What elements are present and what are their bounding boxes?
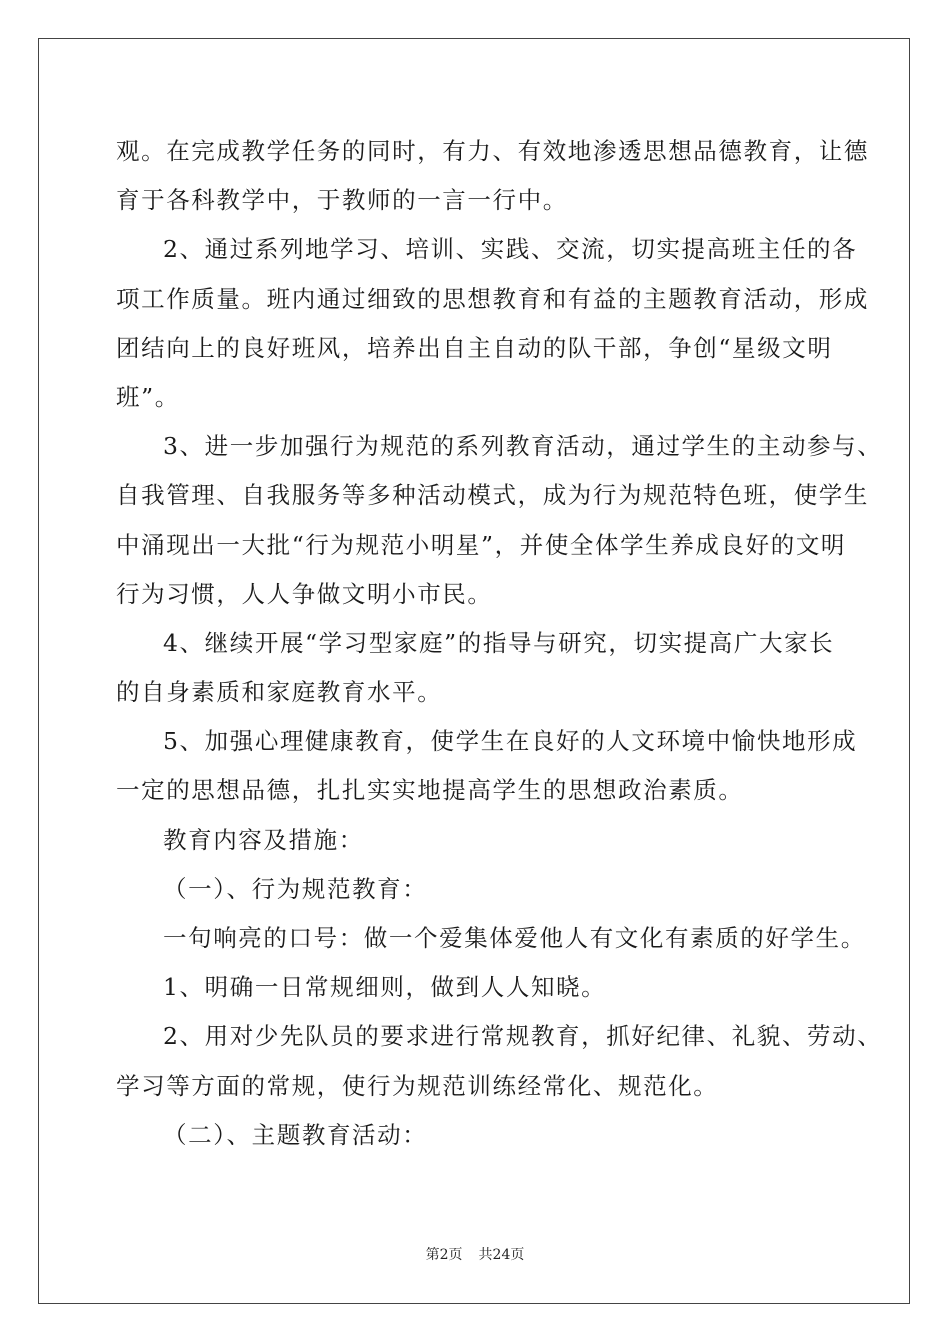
text-line: 项工作质量。班内通过细致的思想教育和有益的主题教育活动，形成 <box>116 284 869 313</box>
text-line: 中涌现出一大批“行为规范小明星”，并使全体学生养成良好的文明 <box>116 530 847 559</box>
subsection-heading: （一）、行为规范教育： <box>163 874 428 903</box>
page-number: 第2页 <box>425 1247 463 1263</box>
paragraph-start: 1、明确一日常规细则，做到人人知晓。 <box>163 973 607 1002</box>
paragraph-start: 2、用对少先队员的要求进行常规教育，抓好纪律、礼貌、劳动、 <box>163 1022 883 1051</box>
document-body <box>116 127 883 1160</box>
text-line: 行为习惯，人人争做文明小市民。 <box>116 579 493 608</box>
text-line: 班”。 <box>116 382 180 411</box>
text-line: 育于各科教学中，于教师的一言一行中。 <box>116 186 568 215</box>
text-line: 观。在完成教学任务的同时，有力、有效地渗透思想品德教育，让德 <box>116 137 869 165</box>
text-line: 团结向上的良好班风，培养出自主自动的队干部，争创“星级文明 <box>116 333 833 362</box>
subsection-heading: （二）、主题教育活动： <box>163 1120 428 1149</box>
paragraph-start: 3、进一步加强行为规范的系列教育活动，通过学生的主动参与、 <box>163 432 883 461</box>
page-total: 共24页 <box>478 1247 525 1263</box>
text-line: 一定的思想品德，扎扎实实地提高学生的思想政治素质。 <box>116 776 744 805</box>
paragraph-start: 一句响亮的口号：做一个爱集体爱他人有文化有素质的好学生。 <box>163 924 866 952</box>
paragraph-start: 2、通过系列地学习、培训、实践、交流，切实提高班主任的各 <box>163 235 858 264</box>
section-heading: 教育内容及措施： <box>163 825 364 854</box>
paragraph-start: 4、继续开展“学习型家庭”的指导与研究，切实提高广大家长 <box>163 628 835 657</box>
paragraph-start: 5、加强心理健康教育，使学生在良好的人文环境中愉快地形成 <box>163 727 858 756</box>
text-line: 学习等方面的常规，使行为规范训练经常化、规范化。 <box>116 1071 719 1100</box>
text-line: 的自身素质和家庭教育水平。 <box>116 678 443 707</box>
text-line: 自我管理、自我服务等多种活动模式，成为行为规范特色班，使学生 <box>116 481 869 510</box>
page-footer <box>0 1244 950 1264</box>
